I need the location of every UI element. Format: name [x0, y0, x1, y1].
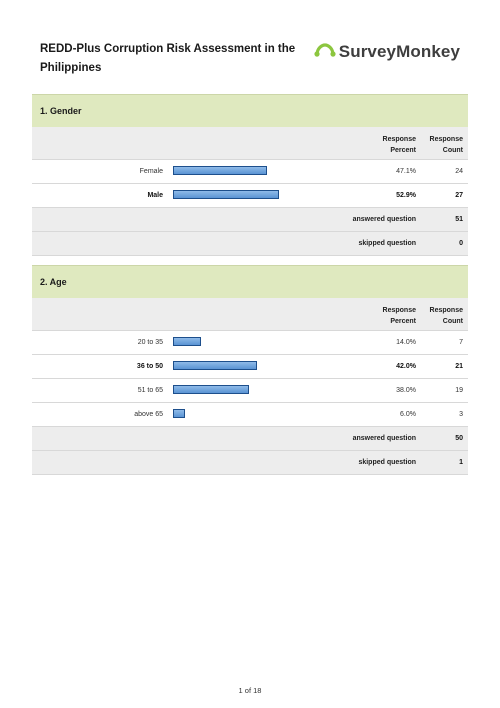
column-header-row — [32, 298, 468, 331]
logo-wordmark: SurveyMonkey — [338, 42, 460, 61]
response-percent-header: Response Percent — [382, 136, 416, 154]
response-percent: 14.0% — [396, 339, 416, 346]
response-bar — [173, 337, 201, 346]
skipped-question-label: skipped question — [358, 459, 416, 466]
answer-label: 51 to 65 — [137, 387, 163, 394]
response-count: 3 — [459, 411, 463, 418]
answer-label: above 65 — [134, 411, 163, 418]
answered-question-row — [32, 427, 468, 451]
response-bar — [173, 361, 257, 370]
question-block-gender — [32, 94, 468, 256]
answer-row — [32, 184, 468, 208]
surveymonkey-logo — [314, 42, 460, 62]
answer-label: 20 to 35 — [137, 339, 163, 346]
skipped-question-row — [32, 451, 468, 475]
answer-label: Male — [147, 192, 163, 199]
answer-row — [32, 379, 468, 403]
skipped-question-label: skipped question — [358, 240, 416, 247]
response-bar — [173, 409, 185, 418]
report-header — [40, 40, 460, 80]
answered-question-label: answered question — [352, 216, 416, 223]
response-percent-header: Response Percent — [382, 307, 416, 325]
answer-row — [32, 331, 468, 355]
response-count: 19 — [455, 387, 463, 394]
question-heading: 1. Gender — [32, 94, 468, 127]
answer-row — [32, 403, 468, 427]
monkey-icon — [314, 43, 336, 62]
answer-row — [32, 160, 468, 184]
answer-row — [32, 355, 468, 379]
response-count: 21 — [455, 363, 463, 370]
response-count: 7 — [459, 339, 463, 346]
page-number: 1 of 18 — [238, 686, 262, 695]
skipped-question-row — [32, 232, 468, 256]
answer-label: 36 to 50 — [136, 363, 163, 370]
response-percent: 38.0% — [396, 387, 416, 394]
answered-question-count: 51 — [455, 216, 463, 223]
response-percent: 6.0% — [400, 411, 416, 418]
response-count: 24 — [455, 168, 463, 175]
answer-label: Female — [139, 168, 163, 175]
skipped-question-count: 1 — [459, 459, 463, 466]
response-bar — [173, 190, 279, 199]
skipped-question-count: 0 — [459, 240, 463, 247]
question-heading: 2. Age — [32, 265, 468, 298]
answered-question-row — [32, 208, 468, 232]
question-block-age — [32, 265, 468, 475]
response-count-header: Response Count — [429, 136, 463, 154]
response-bar — [173, 385, 249, 394]
answered-question-label: answered question — [352, 435, 416, 442]
response-count: 27 — [455, 192, 463, 199]
response-percent: 47.1% — [396, 168, 416, 175]
report-title: REDD-Plus Corruption Risk Assessment in the Philippines — [40, 43, 296, 74]
response-bar — [173, 166, 267, 175]
answered-question-count: 50 — [455, 435, 463, 442]
response-count-header: Response Count — [429, 307, 463, 325]
response-percent: 42.0% — [396, 363, 416, 370]
column-header-row — [32, 127, 468, 160]
response-percent: 52.9% — [396, 192, 416, 199]
